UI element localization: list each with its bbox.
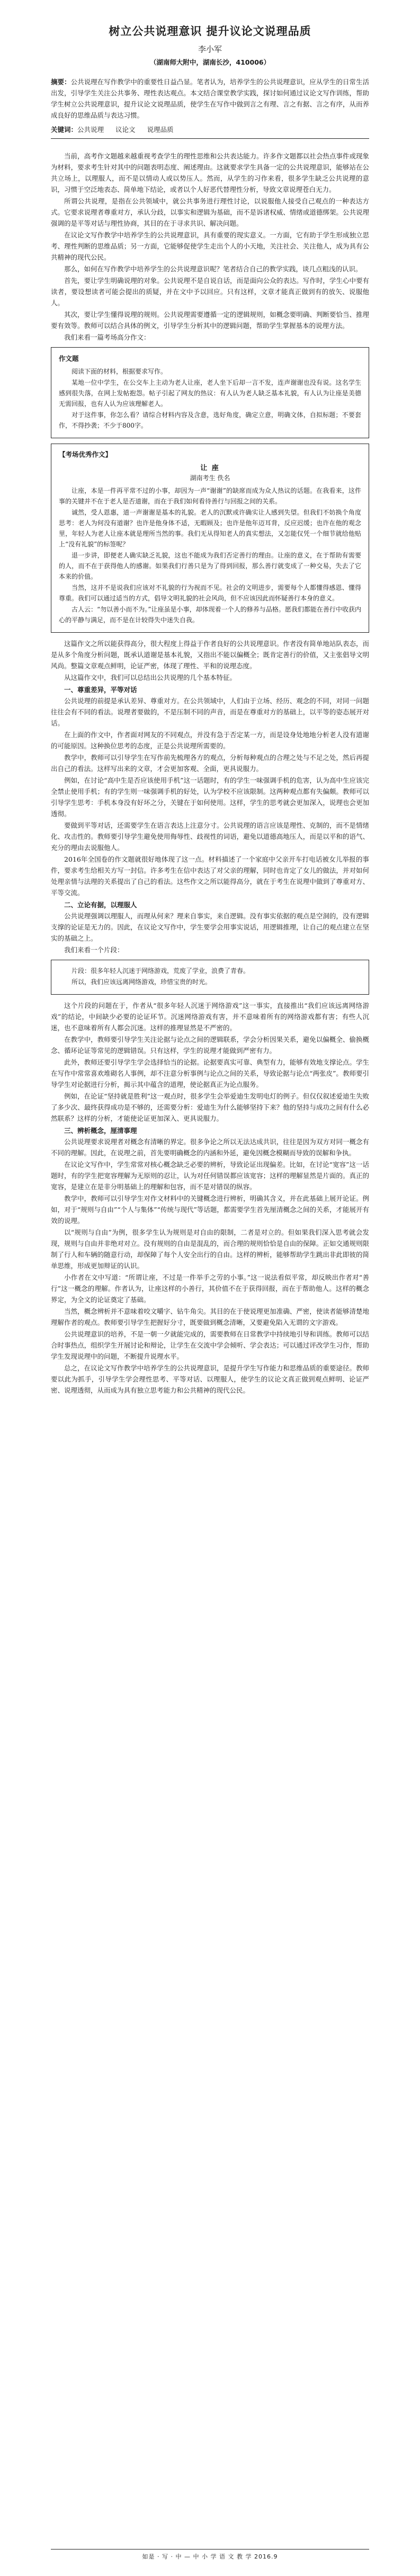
sample-essay-label: 【考场优秀作文】	[59, 450, 112, 458]
abstract-text: 公共说理在写作教学中的重要性日益凸显。笔者认为，培养学生的公共说理意识，应从学生的日常生活出发，引导学生关注公共事务、理性表达观点。本文结合课堂教学实践，探讨如何通过议论文写作训练，帮助学生树立公共说理意识，提升议论文说理品质，使学生在写作中做到言之有理、言之有据、言之有序，从而养成良好的思维品质与表达习惯。	[51, 78, 369, 119]
keyword: 说理品质	[147, 126, 174, 134]
author-affiliation: （湖南师大附中，湖南长沙，410006）	[149, 58, 271, 66]
body-paragraph: 公共说理意识的培养，不是一朝一夕就能完成的，需要教师在日常教学中持续地引导和训练。教师可以结合时事热点，组织学生开展讨论和辩论，让学生在交流中学会倾听、学会表达；可以通过评改学生习作，帮助学生发现说理中的问题，不断提升说理水平。	[51, 1330, 369, 1360]
sample-essay-byline: 湖南考生 佚名	[190, 474, 230, 482]
abstract	[51, 76, 369, 121]
section-heading: 三、辨析概念，厘清事理	[64, 1127, 137, 1135]
body-paragraph: 在教学中，教师要引导学生关注论据与论点之间的逻辑联系，学会分析因果关系，避免以偏概全、偷换概念、循环论证等常见的逻辑错误。只有这样，学生的说理才能做到严密有力。	[51, 1035, 369, 1055]
body-paragraph: 公共说理的前提是承认差异、尊重对方。在公共领域中，人们由于立场、经历、观念的不同，对同一问题往往会有不同的看法。说理者要做的，不是压制不同的声音，而是在尊重对方的基础上，以平等的姿态展开对话。	[51, 697, 369, 727]
body-paragraph: 从这篇作文中，我们可以总结出公共说理的几个基本特征。	[64, 674, 237, 681]
body-paragraph: 要做到平等对话，还需要学生在语言表达上注意分寸。公共说理的语言应该是理性、克制的，而不是情绪化、攻击性的。教师要引导学生避免使用侮辱性、歧视性的词语，避免以道德高地压人，而是以平和的语气、充分的理由去说服他人。	[51, 821, 369, 852]
quote-line: 片段：很多年轻人沉迷于网络游戏，荒废了学业，浪费了青春。	[72, 967, 250, 975]
essay-prompt-paragraph: 对于这件事，你怎么看？请综合材料内容及含意，选好角度，确定立意，明确文体，自拟标题；不要套作，不得抄袭；不少于800字。	[59, 411, 361, 429]
body-paragraph: 以“规则与自由”为例，很多学生认为规则是对自由的限制，二者是对立的。但如果我们深入思考就会发现，规则与自由并非绝对对立。没有规则的自由是混乱的，而合理的规则恰恰是自由的保障。正如交通规则限制了行人和车辆的随意行动，却保障了每个人安全出行的自由。这样的辨析，能够帮助学生跳出非此即彼的简单思维，形成更加辩证的认识。	[51, 1228, 369, 1270]
sample-essay-paragraph: 诚然，受人恩惠，道一声谢谢是基本的礼貌。老人的沉默或许确实让人感到失望。但我们不妨换个角度思考：老人为何没有道谢？也许是他身体不适，无暇顾及；也许是他年迈耳背，反应迟缓；也许在他的观念里，年轻人为老人让座本就是理所当然的事。我们无从得知老人的真实想法，又怎能仅凭一个细节就给他贴上“没有礼貌”的标签呢？	[59, 509, 361, 548]
sample-essay-paragraph: 退一步讲，即便老人确实缺乏礼貌，这也不能成为我们否定善行的理由。让座的意义，在于帮助有需要的人，而不在于获得他人的感谢。如果我们行善只是为了得到回报，那么善行就变成了一种交易，失去了它本来的价值。	[59, 552, 361, 580]
essay-prompt-box	[51, 347, 369, 438]
section-heading: 一、尊重差异，平等对话	[64, 686, 137, 694]
sample-essay-box	[51, 444, 369, 633]
body-paragraph: 例如，在论证“坚持就是胜利”这一观点时，很多学生会举爱迪生发明电灯的例子。但仅仅叙述爱迪生失败了多少次、最终获得成功是不够的，还需要分析：爱迪生为什么能够坚持下来？他的坚持与成功之间有什么必然联系？这样的分析，才能使论证更加深入、更具说服力。	[51, 1092, 369, 1122]
body-paragraph: 当前，高考作文题越来越重视考查学生的理性思维和公共表达能力。许多作文题都以社会热点事件或现象为材料，要求考生针对其中的问题表明态度、阐述理由。这就要求学生具备一定的公共说理意识，能够站在公共立场上，以理服人，而不是以情动人或以势压人。然而，从学生的习作来看，很多学生缺乏公共说理的意识，习惯于空泛地表态、简单地下结论，或者以个人好恶代替理性分析，导致文章说理苍白无力。	[51, 152, 369, 193]
body-paragraph: 当然，概念辨析并不意味着咬文嚼字、钻牛角尖。其目的在于使说理更加准确、严密，使读者能够清楚地理解作者的观点。教师要引导学生把握好分寸，既要做到概念清晰，又要避免陷入无谓的文字游戏。	[51, 1307, 369, 1326]
keyword: 公共说理	[77, 126, 104, 134]
body-paragraph: 那么，如何在写作教学中培养学生的公共说理意识呢？笔者结合自己的教学实践，谈几点粗浅的认识。	[64, 265, 362, 273]
sample-essay-title: 让 座	[200, 464, 220, 472]
body-paragraph: 这篇作文之所以能获得高分，很大程度上得益于作者良好的公共说理意识。作者没有简单地站队表态，而是从多个角度分析问题，既承认道谢是基本礼貌，又指出不能以偏概全；既肯定善行的价值，又主张倡导文明风尚。整篇文章观点鲜明，论证严密，体现了理性、平和的说理态度。	[51, 640, 369, 670]
abstract-label: 摘要：	[51, 78, 71, 86]
body-paragraph: 这个片段的问题在于，作者从“很多年轻人沉迷于网络游戏”这一事实，直接推出“我们应该远离网络游戏”的结论，中间缺少必要的论证环节。沉迷网络游戏有害，并不意味着所有的网络游戏都有害；有些人沉迷，也不意味着所有人都会沉迷。这样的推理显然是不严密的。	[51, 1002, 369, 1032]
body-paragraph: 公共说理强调以理服人，而理从何来？理来自事实，来自逻辑。没有事实依据的观点是空洞的，没有逻辑支撑的论证是无力的。因此，在议论文写作中，学生要学会用事实说话，用逻辑推理，让自己的观点建立在坚实的基础之上。	[51, 912, 369, 942]
essay-prompt-paragraph: 某地一位中学生，在公交车上主动为老人让座，老人坐下后却一言不发，连声谢谢也没有说。这名学生感到很失落，在网上发帖抱怨。帖子引起了网友的热议：有人认为老人缺乏基本礼貌，有人认为让座是美德无需回报，也有人认为应该理解老人。	[59, 379, 361, 408]
keyword: 议论文	[115, 126, 136, 134]
quote-line: 所以，我们应该远离网络游戏，珍惜宝贵的时光。	[72, 978, 212, 986]
page-footer: 如是 · 写 · 中 — 中 小 学 语 文 教 学 2016.9	[51, 2549, 369, 2561]
sample-essay-paragraph: 古人云：“勿以善小而不为。”让座虽是小事，却体现着一个人的修养与品格。愿我们都能在善行中收获内心的平静与满足，而不是在计较得失中迷失自我。	[59, 606, 361, 624]
article-body	[51, 151, 369, 1396]
body-paragraph: 教学中，教师可以引导学生对作文材料中的关键概念进行辨析，明确其含义，并在此基础上展开论证。例如，对于“规则与自由”“个人与集体”“传统与现代”等话题，都需要学生首先厘清概念之间的关系，才能展开有效的说理。	[51, 1194, 369, 1225]
body-paragraph: 在议论文写作中，学生常常对核心概念缺乏必要的辨析，导致论证出现偏差。比如，在讨论“宽容”这一话题时，有的学生把宽容理解为无原则的忍让，认为对任何错误都应该宽容；这样的理解显然是片面的。真正的宽容，是建立在是非分明基础上的理解和包容，而不是对错误的纵容。	[51, 1161, 369, 1191]
body-paragraph: 例如，在讨论“高中生是否应该使用手机”这一话题时，有的学生一味强调手机的危害，认为高中生应该完全禁止使用手机；有的学生则一味强调手机的好处，认为学校不应该限制。这两种观点都有失偏颇。教师可以引导学生思考：手机本身没有好坏之分，关键在于如何使用。这样，学生的思考就会更加深入，说理也会更加透彻。	[51, 776, 369, 818]
sample-essay-paragraph: 让座，本是一件再平常不过的小事，却因为一声“谢谢”的缺席而成为众人热议的话题。在我看来，这件事的关键并不在于老人是否道谢，而在于我们如何看待善行与回报之间的关系。	[59, 487, 361, 505]
abstract-divider	[51, 138, 369, 139]
body-paragraph: 我们来看一篇考场高分作文：	[64, 333, 150, 341]
body-paragraph: 首先，要让学生明确说理的对象。公共说理不是自说自话，而是面向公众的表达。写作时，学生心中要有读者，要设想读者可能会提出的质疑，并在文中予以回应。只有这样，文章才能真正做到有的放矢、说服他人。	[51, 277, 369, 307]
keywords	[51, 124, 369, 135]
quote-box	[51, 960, 369, 995]
body-paragraph: 2016年全国卷的作文题就很好地体现了这一点。材料描述了一个家庭中父亲开车打电话被女儿举报的事件，要求考生给相关方写一封信。许多考生在信中表达了对父亲的理解，同时也肯定了女儿的做法，并对如何处理亲情与法理的关系提出了自己的看法。这些作文之所以能得高分，就在于考生在说理中做到了尊重对方、平等交流。	[51, 855, 369, 897]
author-name: 李小军	[198, 45, 222, 54]
body-paragraph: 总之，在议论文写作教学中培养学生的公共说理意识，是提升学生写作能力和思维品质的重要途径。教师要以此为抓手，引导学生学会理性思考、平等对话、以理服人，使学生的议论文真正做到观点鲜明、论证严密、说理透彻，从而成为具有独立思考能力和公共精神的现代公民。	[51, 1364, 369, 1394]
keywords-label: 关键词：	[51, 126, 78, 134]
body-paragraph: 所谓公共说理，是指在公共领域中，就公共事务进行理性讨论，以说服他人接受自己观点的一种表达方式。它要求说理者尊重对方，承认分歧，以事实和逻辑为基础，而不是诉诸权威、情绪或道德绑架。公共说理强调的是平等对话与理性协商，其目的在于寻求共识、解决问题。	[51, 197, 369, 227]
body-paragraph: 公共说理要求说理者对概念有清晰的界定。很多争论之所以无法达成共识，往往是因为双方对同一概念有不同的理解。因此，在说理之前，首先要明确概念的内涵和外延，避免因概念模糊而导致的误解和争执。	[51, 1138, 369, 1157]
body-paragraph: 此外，教师还要引导学生学会选择恰当的论据。论据要真实可靠、典型有力，能够有效地支撑论点。学生在写作中常常喜欢堆砌名人事例，却不注意分析事例与论点之间的关系，导致论据与论点“两张皮”。教师要引导学生对论据进行分析，揭示其中蕴含的道理，使论据真正为论点服务。	[51, 1058, 369, 1088]
section-heading: 二、立论有据，以理服人	[64, 901, 137, 909]
body-paragraph: 我们来看一个片段：	[64, 946, 124, 954]
body-paragraph: 教学中，教师可以引导学生在写作前先梳理各方的观点，分析每种观点的合理之处与不足之处，然后再提出自己的看法。这样写出来的文章，才会更加客观、全面，更具说服力。	[51, 754, 369, 773]
essay-prompt-paragraph: 阅读下面的材料，根据要求写作。	[72, 368, 167, 375]
body-paragraph: 在议论文写作教学中培养学生的公共说理意识，具有重要的现实意义。一方面，它有助于学生形成独立思考、理性判断的思维品质；另一方面，它能够促使学生走出个人的小天地，关注社会、关注他人，成为具有公共精神的现代公民。	[51, 231, 369, 261]
article-title: 树立公共说理意识 提升议论文说理品质	[109, 25, 311, 38]
body-paragraph: 其次，要让学生懂得说理的规则。公共说理需要遵循一定的逻辑规则，如概念要明确、判断要恰当、推理要有效等。教师可以结合具体的例文，引导学生分析其中的逻辑问题，帮助学生掌握基本的说理方法。	[51, 311, 369, 330]
body-paragraph: 在上面的作文中，作者面对网友的不同观点，并没有急于否定某一方，而是设身处地地分析老人没有道谢的可能原因。这种换位思考的态度，正是公共说理所需要的。	[51, 731, 369, 750]
sample-essay-paragraph: 当然，这并不是说我们应该对不礼貌的行为视而不见。社会的文明进步，需要每个人都懂得感恩、懂得尊重。我们可以通过适当的方式，倡导文明礼貌的社会风尚，但不应该因此而怀疑善行本身的意义。	[59, 584, 361, 602]
body-paragraph: 小作者在文中写道：“所谓让座，不过是一件举手之劳的小事。”这一说法看似平常，却反映出作者对“善行”这一概念的理解。作者认为，让座这样的小善行，其价值不在于获得回报，而在于帮助他人。这样的概念界定，为全文的论证奠定了基础。	[51, 1273, 369, 1304]
essay-prompt-title: 作文题	[59, 355, 79, 362]
